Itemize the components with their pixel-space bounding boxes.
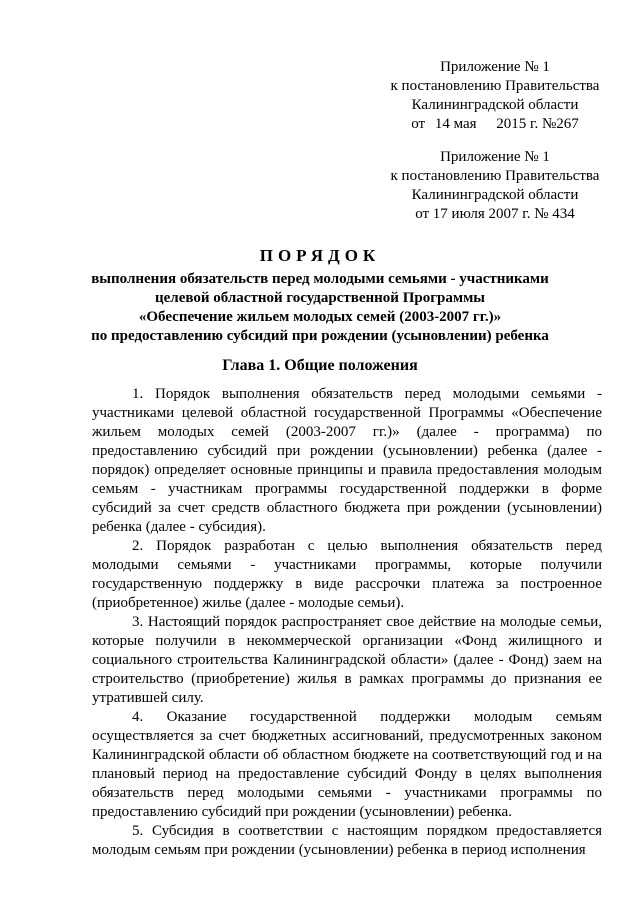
appendix-region: Калининградской области [411,187,579,203]
appendix-number: Приложение № 1 [440,149,550,165]
paragraph-3: 3. Настоящий порядок распространяет свое действие на молодые семьи, которые получили в некоммерческой организации «Фонд жилищного и социального строительства Калининградской области» (далее - Фонд) заем на строительство (приобретение) жилья в рамках программы до признания ее утратившей силу. [92,614,602,706]
subtitle-line: целевой областной государственной Программы [154,290,486,306]
subtitle-line: выполнения обязательств перед молодыми семьями - участниками [91,271,549,287]
appendix-block-original [380,148,610,224]
paragraph-4: 4. Оказание государственной поддержки молодым семьям осуществляется за счет бюджетных ассигнований, предусмотренных законом Калининградской области об областном бюджете на соответствующий год и на плановый период на предоставление субсидий Фонду в целях выполнения обязательств перед молодыми семьями - участниками программы по предоставлению субсидий при рождении (усыновлении) ребенка. [92,709,602,820]
document-subtitle [90,270,550,346]
subtitle-line: «Обеспечение жильем молодых семей (2003-2007 гг.)» [138,309,502,325]
date-day-month: 14 мая [434,116,477,132]
document-body [92,385,602,860]
appendix-number: Приложение № 1 [440,59,550,75]
document-title: ПОРЯДОК [259,246,381,265]
appendix-reference: к постановлению Правительства [390,78,600,94]
chapter-heading: Глава 1. Общие положения [222,357,418,374]
paragraph-2: 2. Порядок разработан с целью выполнения обязательств перед молодыми семьями - участниками программы, которые получили государственную поддержку в виде рассрочки платежа за построенное (приобретенное) жилье (далее - молодые семьи). [92,538,602,611]
date-prefix: от [411,116,426,132]
paragraph-1: 1. Порядок выполнения обязательств перед молодыми семьями - участниками целевой областной государственной Программы «Обеспечение жильем молодых семей (2003-2007 гг.)» (далее - программа) по предоставлению субсидий при рождении (усыновлении) ребенка (далее - порядок) определяет основные принципы и правила предоставления молодым семьям - участникам программы государственной поддержки в форме субсидий за счет средств областного бюджета при рождении (усыновлении) ребенка (далее - субсидия). [92,386,602,535]
appendix-date: от 17 июля 2007 г. № 434 [415,206,575,222]
appendix-reference: к постановлению Правительства [390,168,600,184]
paragraph-5: 5. Субсидия в соответствии с настоящим порядком предоставляется молодым семьям при рождении (усыновлении) ребенка в период исполнения [92,823,602,858]
appendix-region: Калининградской области [411,97,579,113]
appendix-block-current [380,58,610,134]
appendix-date-line [380,115,610,134]
subtitle-line: по предоставлению субсидий при рождении (усыновлении) ребенка [91,328,549,344]
date-year-number: 2015 г. №267 [496,116,579,132]
